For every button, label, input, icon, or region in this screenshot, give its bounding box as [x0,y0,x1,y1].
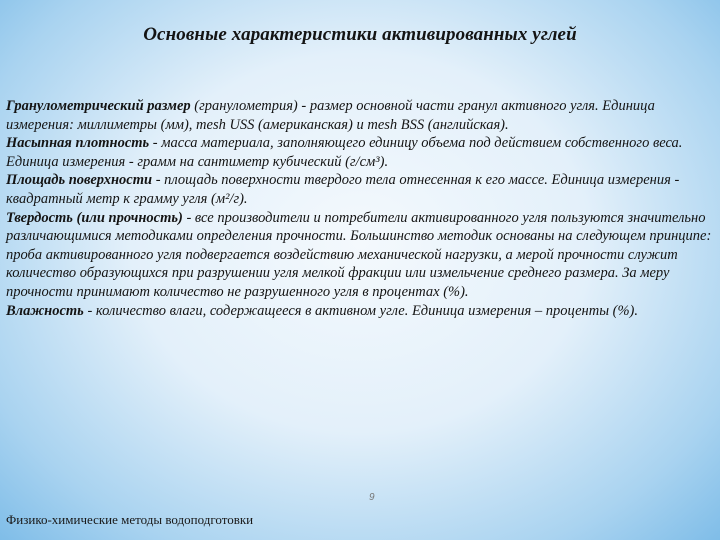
section-granulometric-size [6,97,718,134]
footer-text: Физико-химические методы водоподготовки [6,512,254,527]
page-number: 9 [369,492,375,503]
section-term: Площадь поверхности [6,172,153,189]
slide-body [6,97,718,320]
section-term: Влажность [6,302,84,319]
section-bulk-density [6,134,718,171]
section-text: - количество влаги, содержащееся в активном угле. Единица измерения – проценты (%). [83,302,639,319]
section-term: Насыпная плотность [6,135,150,152]
section-surface-area [6,171,718,208]
section-text: - масса материала, заполняющего единицу объема под действием собственного веса. Единица измерения - грамм на сантиметр кубический (г/см³). [6,135,683,170]
section-term: Твердость (или прочность) [6,209,183,226]
section-text: - площадь поверхности твердого тела отнесенная к его массе. Единица измерения - квадратный метр к грамму угля (м²/г). [6,172,680,207]
section-text: (гранулометрия) - размер основной части гранул активного угля. Единица измерения: миллиметры (мм), mesh USS (американская) и mesh BSS (английская). [6,98,655,133]
slide-title: Основные характеристики активированных углей [143,24,577,45]
section-moisture [6,302,718,321]
section-hardness [6,209,718,302]
section-term: Гранулометрический размер [6,98,191,114]
section-text: - все производители и потребители активированного угля пользуются значительно различающимися методиками определения прочности. Большинство методик основаны на следующем принципе: проба активированного угля подвергается воздействию механической нагрузки, а мерой прочности служит количество образующихся при разрушении угля мелкой фракции или измельчение среднего размера. За меру прочности принимают количество не разрушенного угля в процентах (%). [6,209,712,300]
